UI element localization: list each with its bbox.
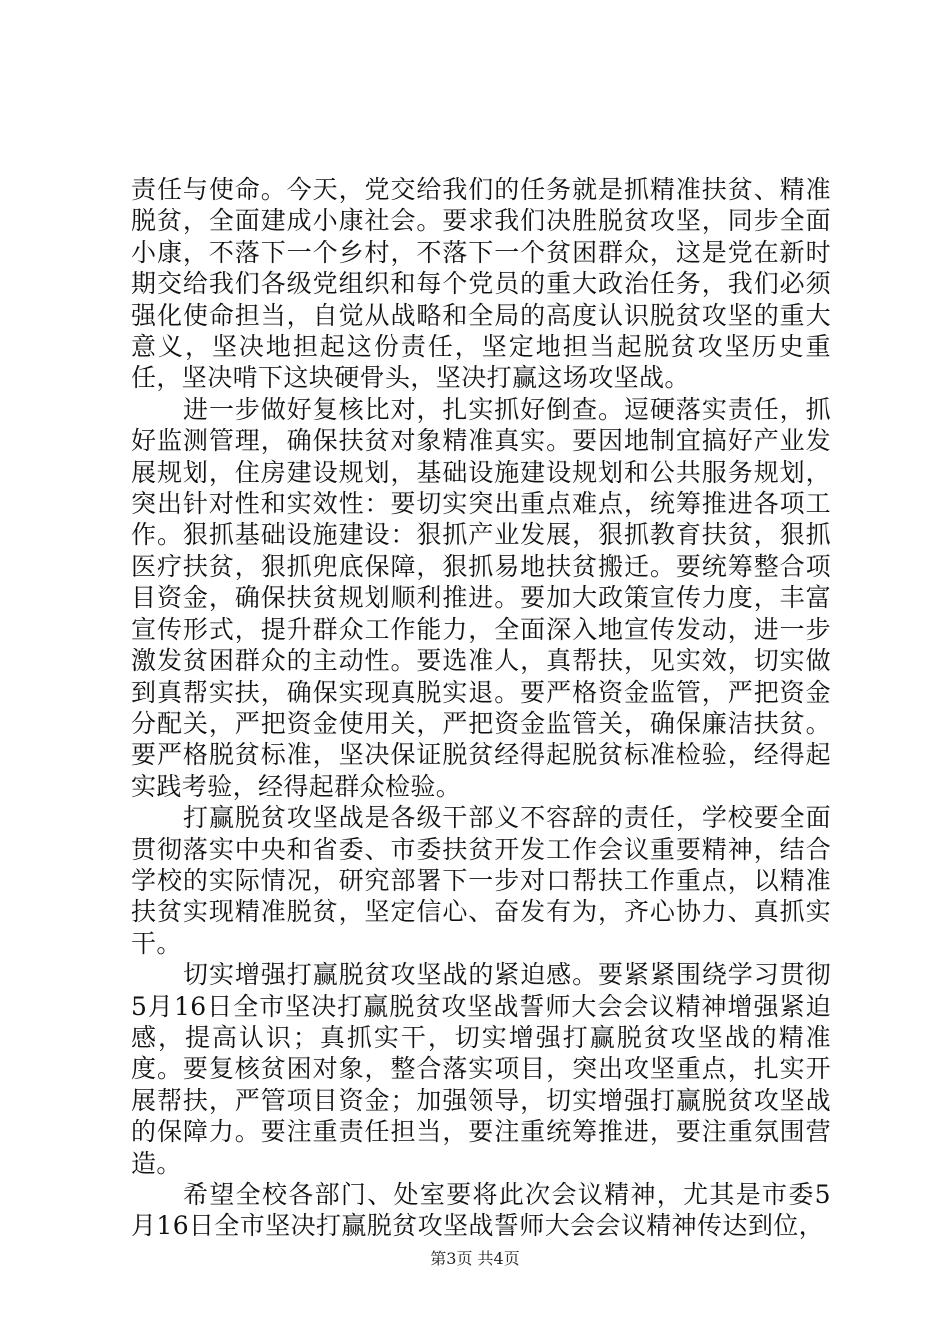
document-body: [131, 174, 831, 1242]
paragraph: 切实增强打赢脱贫攻坚战的紧迫感。要紧紧围绕学习贯彻5月16日全市坚决打赢脱贫攻坚战誓师大会会议精神增强紧迫感，提高认识；真抓实干，切实增强打赢脱贫攻坚战的精准度。要复核贫困对象，整合落实项目，突出攻坚重点，扎实开展帮扶，严管项目资金；加强领导，切实增强打赢脱贫攻坚战的保障力。要注重责任担当，要注重统筹推进，要注重氛围营造。: [131, 960, 831, 1178]
page-number-footer: 第3页 共4页: [430, 1249, 520, 1268]
paragraph: 打赢脱贫攻坚战是各级干部义不容辞的责任，学校要全面贯彻落实中央和省委、市委扶贫开发工作会议重要精神，结合学校的实际情况，研究部署下一步对口帮扶工作重点，以精准扶贫实现精准脱贫，坚定信心、奋发有为，齐心协力、真抓实干。: [131, 803, 831, 958]
paragraph: 进一步做好复核比对，扎实抓好倒查。逗硬落实责任，抓好监测管理，确保扶贫对象精准真实。要因地制宜搞好产业发展规划，住房建设规划，基础设施建设规划和公共服务规划，突出针对性和实效性：要切实突出重点难点，统筹推进各项工作。狠抓基础设施建设：狠抓产业发展，狠抓教育扶贫，狠抓医疗扶贫，狠抓兜底保障，狠抓易地扶贫搬迁。要统筹整合项目资金，确保扶贫规划顺利推进。要加大政策宣传力度，丰富宣传形式，提升群众工作能力，全面深入地宣传发动，进一步激发贫困群众的主动性。要选准人，真帮扶，见实效，切实做到真帮实扶，确保实现真脱实退。要严格资金监管，严把资金分配关，严把资金使用关，严把资金监管关，确保廉洁扶贫。要严格脱贫标准，坚决保证脱贫经得起脱贫标准检验，经得起实践考验，经得起群众检验。: [131, 394, 831, 801]
paragraph-continued: 责任与使命。今天，党交给我们的任务就是抓精准扶贫、精准脱贫，全面建成小康社会。要求我们决胜脱贫攻坚，同步全面小康，不落下一个乡村，不落下一个贫困群众，这是党在新时期交给我们各级党组织和每个党员的重大政治任务，我们必须强化使命担当，自觉从战略和全局的高度认识脱贫攻坚的重大意义，坚决地担起这份责任，坚定地担当起脱贫攻坚历史重任，坚决啃下这块硬骨头，坚决打赢这场攻坚战。: [131, 175, 831, 393]
paragraph: 希望全校各部门、处室要将此次会议精神，尤其是市委5月16日全市坚决打赢脱贫攻坚战誓师大会会议精神传达到位，: [131, 1180, 831, 1241]
